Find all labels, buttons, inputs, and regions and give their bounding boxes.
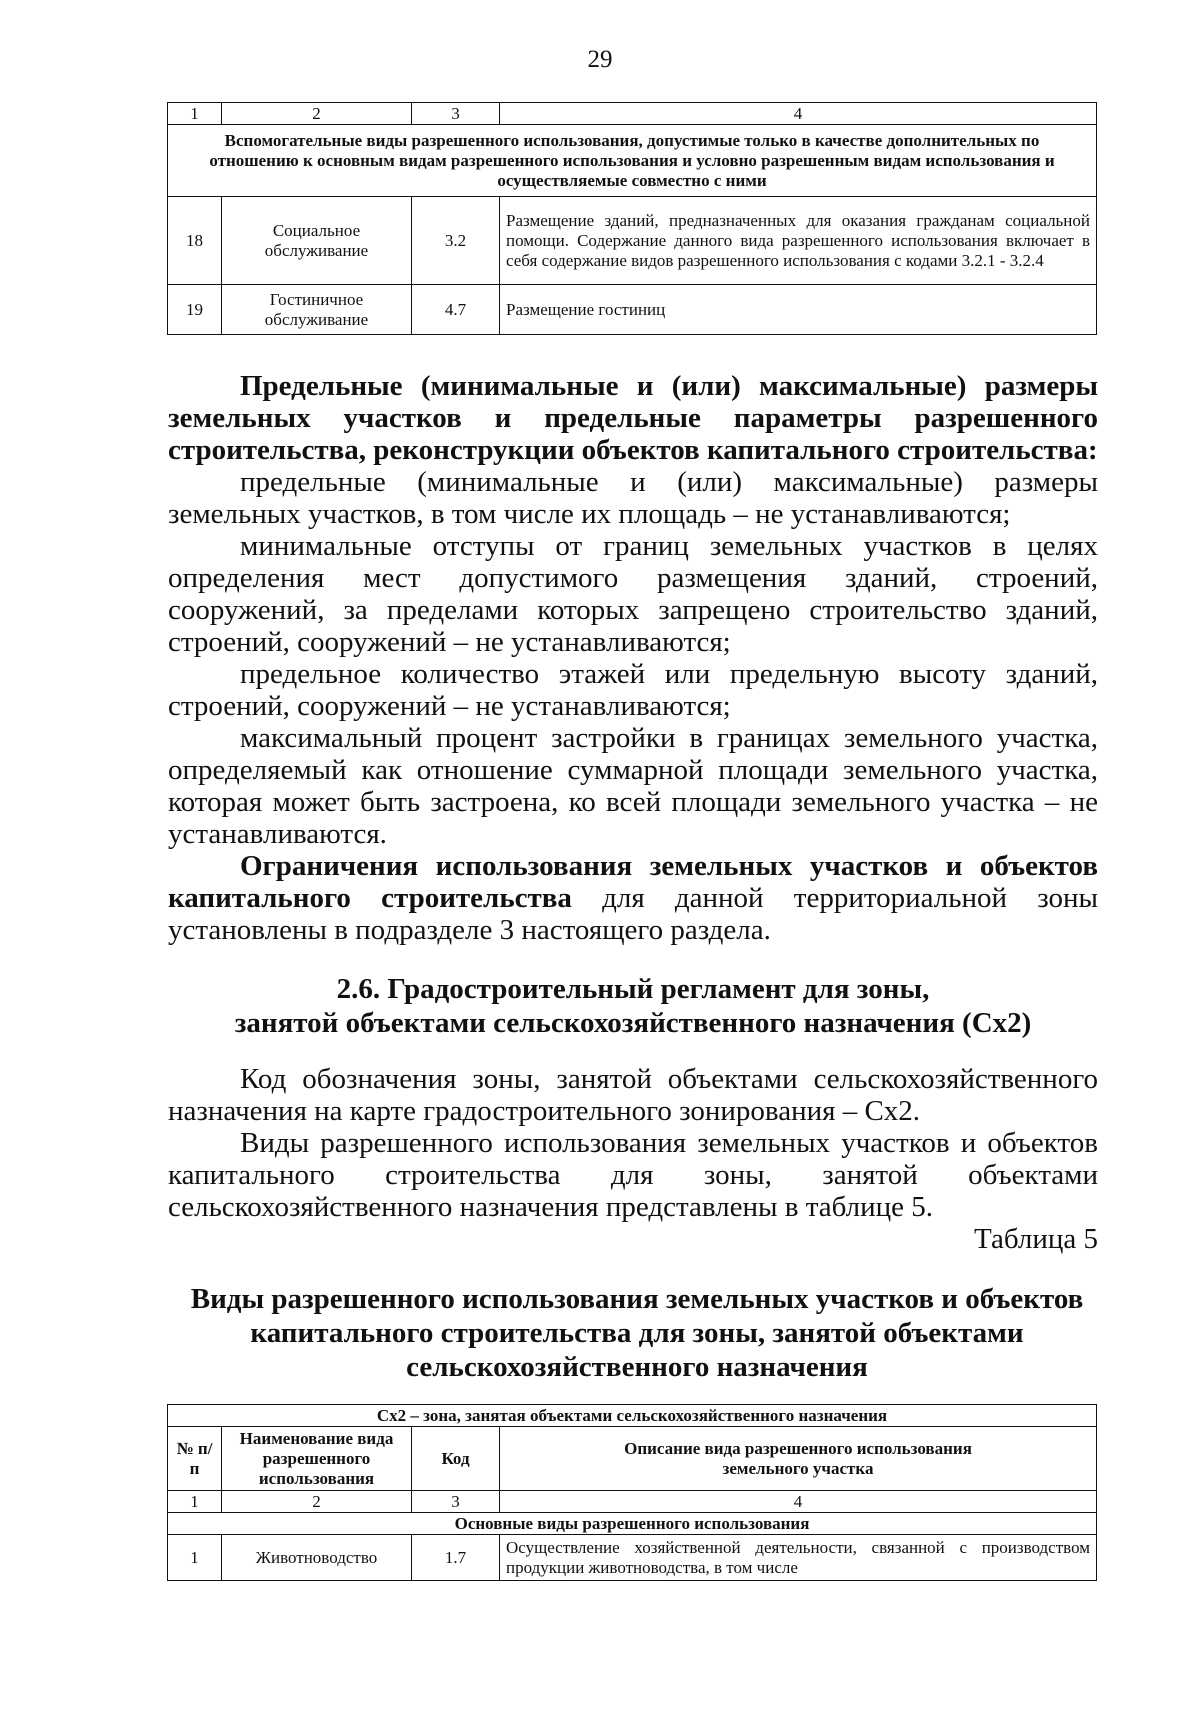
row-description: Осуществление хозяйственной деятельности, связанной с производством продукции животноводства, в том числе	[500, 1535, 1097, 1581]
table-row	[168, 285, 1097, 335]
limits-section	[168, 370, 1098, 946]
row-number: 19	[168, 285, 222, 335]
col-header: № п/п	[168, 1427, 222, 1491]
table-reference-paragraph: Виды разрешенного использования земельных участков и объектов капитального строительства для зоны, занятой объектами сельскохозяйственного назначения представлены в таблице 5.	[168, 1127, 1098, 1223]
col-number: 3	[412, 1491, 500, 1513]
table5-title	[168, 1282, 1106, 1384]
table-5	[167, 1404, 1097, 1581]
section-title-line1: 2.6. Градостроительный регламент для зоны,	[336, 973, 930, 1005]
col-header: Описание вида разрешенного использования земельного участка	[500, 1427, 1097, 1491]
column-number-row	[168, 1491, 1097, 1513]
row-description: Размещение зданий, предназначенных для оказания гражданам социальной помощи. Содержание данного вида разрешенного использования включает в себя содержание видов разрешенного использования с кодами 3.2.1 - 3.2.4	[500, 197, 1097, 285]
row-name: Животноводство	[222, 1535, 412, 1581]
zone-code-paragraph: Код обозначения зоны, занятой объектами сельскохозяйственного назначения на карте градостроительного зонирования – Сх2.	[168, 1063, 1098, 1127]
col-header: Наименование вида разрешенного использования	[222, 1427, 412, 1491]
section-body	[168, 1063, 1098, 1255]
row-number: 18	[168, 197, 222, 285]
section-title-line2: занятой объектами сельскохозяйственного назначения (Сх2)	[234, 1007, 1032, 1039]
col-number: 3	[412, 103, 500, 125]
row-code: 4.7	[412, 285, 500, 335]
table-continued	[167, 102, 1097, 335]
section-title	[168, 972, 1098, 1040]
col-number: 1	[168, 1491, 222, 1513]
zone-header: Сх2 – зона, занятая объектами сельскохозяйственного назначения	[168, 1405, 1097, 1427]
table-row	[168, 197, 1097, 285]
limits-heading: Предельные (минимальные и (или) максимальные) размеры земельных участков и предельные параметры разрешенного строительства, реконструкции объектов капитального строительства:	[168, 370, 1098, 466]
row-name: Социальное обслуживание	[222, 197, 412, 285]
header-row	[168, 1427, 1097, 1491]
limits-item: предельное количество этажей или предельную высоту зданий, строений, сооружений – не устанавливаются;	[168, 658, 1098, 722]
col-header: Код	[412, 1427, 500, 1491]
table-label: Таблица 5	[973, 1223, 1098, 1255]
column-number-row	[168, 103, 1097, 125]
table-row	[168, 1535, 1097, 1581]
limits-item: максимальный процент застройки в границах земельного участка, определяемый как отношение суммарной площади земельного участка, которая может быть застроена, ко всей площади земельного участка – не устанавливаются.	[168, 722, 1098, 850]
col-number: 4	[500, 103, 1097, 125]
page-number: 29	[587, 46, 613, 73]
col-number: 2	[222, 1491, 412, 1513]
restrictions-paragraph	[168, 850, 1098, 946]
row-code: 1.7	[412, 1535, 500, 1581]
group-header: Основные виды разрешенного использования	[168, 1513, 1097, 1535]
col-number: 2	[222, 103, 412, 125]
section-header: Вспомогательные виды разрешенного использования, допустимые только в качестве дополнительных по отношению к основным видам разрешенного использования и условно разрешенным видам использования и осуществляемые совместно с ними	[168, 125, 1097, 197]
col-number: 4	[500, 1491, 1097, 1513]
col-number: 1	[168, 103, 222, 125]
restrictions-bold: Ограничения использования земельных участков и объектов капитального строительства	[168, 850, 1098, 914]
restrictions-rest: для данной территориальной зоны установлены в подразделе 3 настоящего раздела.	[168, 882, 1099, 946]
row-name: Гостиничное обслуживание	[222, 285, 412, 335]
table5-title-text: Виды разрешенного использования земельных участков и объектов капитального строительства для зоны, занятой объектами сельскохозяйственного назначения	[190, 1283, 1084, 1383]
row-number: 1	[168, 1535, 222, 1581]
limits-item: минимальные отступы от границ земельных участков в целях определения мест допустимого размещения зданий, строений, сооружений, за пределами которых запрещено строительство зданий, строений, сооружений – не устанавливаются;	[168, 530, 1098, 658]
row-description: Размещение гостиниц	[500, 285, 1097, 335]
row-code: 3.2	[412, 197, 500, 285]
limits-item: предельные (минимальные и (или) максимальные) размеры земельных участков, в том числе их площадь – не устанавливаются;	[168, 466, 1098, 530]
